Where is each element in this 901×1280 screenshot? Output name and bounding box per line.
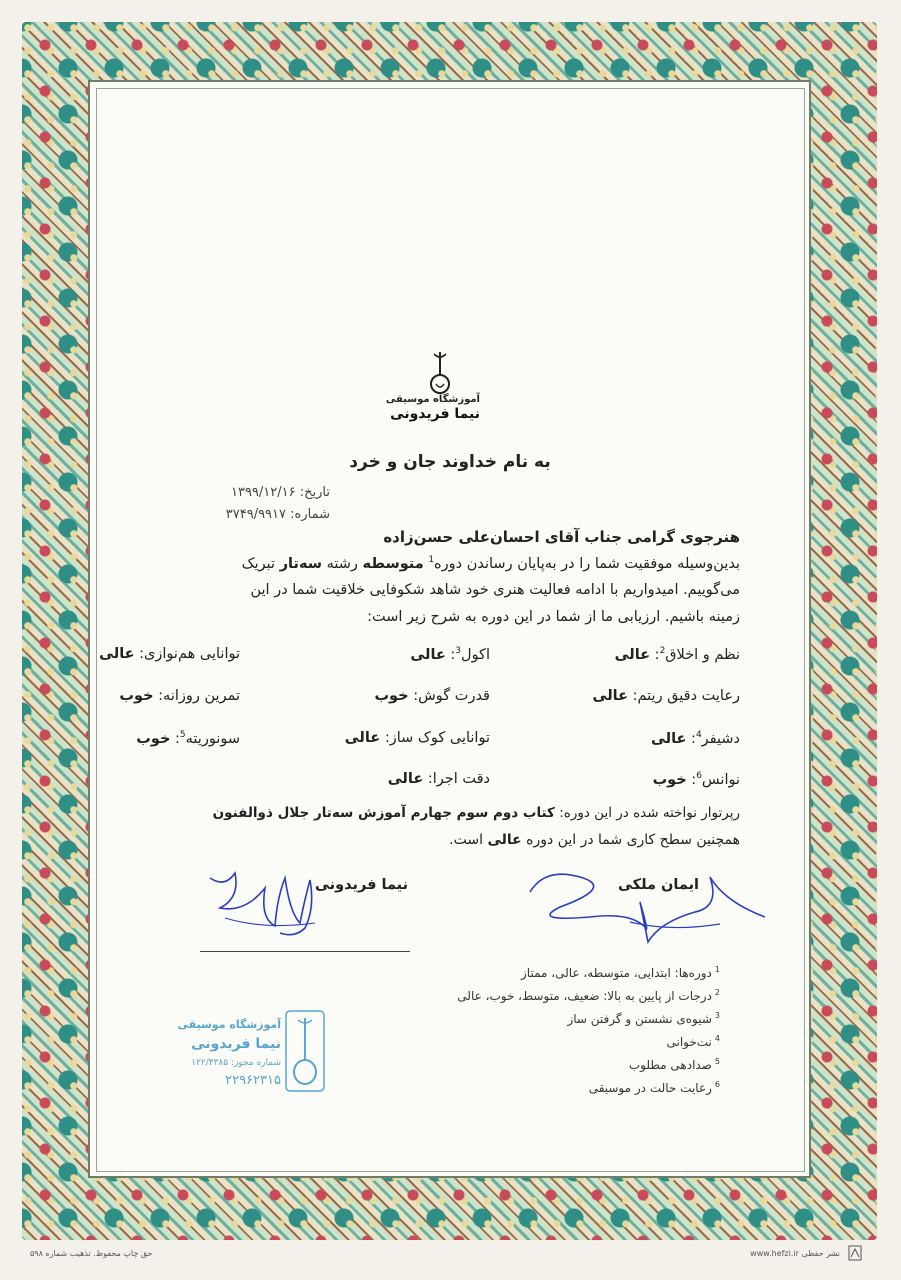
signatory-right-name: ایمان ملکی bbox=[618, 877, 700, 893]
body-text: بدین‌وسیله موفقیت شما را در به‌پایان رساندن دوره bbox=[434, 555, 740, 572]
grade-item: نوانس$^6$: خوب bbox=[652, 771, 740, 788]
stamp-phone: ۲۲۹۶۲۳۱۵ bbox=[225, 1073, 281, 1088]
footnote-item: $^2$درجات از پایین به بالا: ضعیف، متوسط، خوب، عالی bbox=[457, 988, 720, 1003]
grade-item: رعایت دقیق ریتم: عالی bbox=[592, 688, 740, 704]
school-logo bbox=[385, 350, 480, 428]
publisher-logo-icon bbox=[848, 1245, 862, 1261]
grade-item: نظم و اخلاق$^2$: عالی bbox=[614, 646, 740, 663]
body-line-1 bbox=[210, 555, 740, 572]
level-summary-line bbox=[200, 832, 740, 848]
date-value: ۱۳۹۹/۱۲/۱۶ bbox=[230, 485, 296, 500]
signature-rule bbox=[200, 951, 410, 952]
stamp-license: شماره مجوز: ۱۲۲/۴۳۸۵ bbox=[191, 1058, 281, 1068]
logo-text-school: آموزشگاه موسیقی bbox=[385, 394, 480, 405]
logo-text-name: نیما فریدونی bbox=[390, 406, 480, 422]
footnotes bbox=[430, 960, 720, 1098]
grade-item: دقت اجرا: عالی bbox=[387, 771, 490, 787]
instrument-name: سه‌تار bbox=[279, 555, 322, 572]
school-stamp bbox=[175, 1010, 325, 1092]
body-line-3: زمینه باشیم. ارزیابی ما از شما در این دوره به شرح زیر است: bbox=[367, 609, 740, 625]
summary-text: است. bbox=[449, 832, 483, 848]
setar-icon bbox=[425, 350, 455, 394]
signature-right-scribble bbox=[520, 862, 770, 947]
repertoire-label: رپرتوار نواخته شده در این دوره: bbox=[559, 805, 740, 821]
number-label: شماره: bbox=[290, 507, 330, 522]
stamp-text: نیما فریدونی bbox=[191, 1036, 281, 1052]
bismillah-heading: به نام خداوند جان و خرد bbox=[349, 452, 551, 472]
grade-item: دشیفر$^4$: عالی bbox=[650, 730, 740, 747]
number-value: ۳۷۴۹/۹۹۱۷ bbox=[225, 507, 287, 522]
signatory-left-name: نیما فریدونی bbox=[315, 877, 409, 893]
summary-text: همچنین سطح کاری شما در این دوره bbox=[526, 832, 740, 848]
grade-item: توانایی هم‌نوازی: عالی bbox=[99, 646, 240, 662]
print-footer-right: نشر حفظی www.hefzi.ir bbox=[750, 1249, 840, 1258]
repertoire-line bbox=[200, 805, 740, 821]
grade-item: اکول$^3$: عالی bbox=[410, 646, 490, 663]
footnote-item: $^1$دوره‌ها: ابتدایی، متوسطه، عالی، ممتاز bbox=[521, 965, 720, 980]
footnote-item: $^5$صدادهی مطلوب bbox=[628, 1057, 720, 1072]
repertoire-value: کتاب دوم سوم جهارم آموزش سه‌تار جلال ذوالفنون bbox=[212, 805, 555, 821]
recipient-line bbox=[260, 528, 740, 546]
course-level: متوسطه bbox=[362, 555, 424, 572]
footnote-item: $^3$شیوه‌ی نشستن و گرفتن ساز bbox=[567, 1011, 720, 1026]
recipient-name: هنرجوی گرامی جناب آقای احسان‌علی حسن‌زاده bbox=[383, 528, 740, 546]
print-footer-left: حق چاپ محفوظ. تذهیب شماره ۵۹۸ bbox=[30, 1249, 153, 1258]
grade-item: تمرین روزانه: خوب bbox=[119, 688, 240, 704]
date-line bbox=[180, 485, 330, 500]
grade-item: سونوریته$^5$: خوب bbox=[136, 730, 240, 747]
number-line bbox=[180, 507, 330, 522]
summary-level: عالی bbox=[487, 832, 522, 848]
footnote-item: $^6$رعایت حالت در موسیقی bbox=[588, 1080, 720, 1095]
grade-item: توانایی کوک ساز: عالی bbox=[344, 730, 490, 746]
body-text: رشته bbox=[326, 555, 358, 572]
stamp-text: آموزشگاه موسیقی bbox=[177, 1018, 281, 1031]
stamp-setar-icon bbox=[285, 1010, 325, 1092]
body-text: تبریک bbox=[241, 555, 276, 572]
footnote-ref: 1 bbox=[428, 555, 435, 565]
body-line-2: می‌گوییم. امیدواریم با ادامه فعالیت هنری خود شاهد شکوفایی خلاقیت شما در این bbox=[250, 582, 740, 598]
footnote-item: $^4$نت‌خوانی bbox=[666, 1034, 720, 1049]
grade-item: قدرت گوش: خوب bbox=[374, 688, 490, 704]
date-label: تاریخ: bbox=[299, 485, 330, 500]
